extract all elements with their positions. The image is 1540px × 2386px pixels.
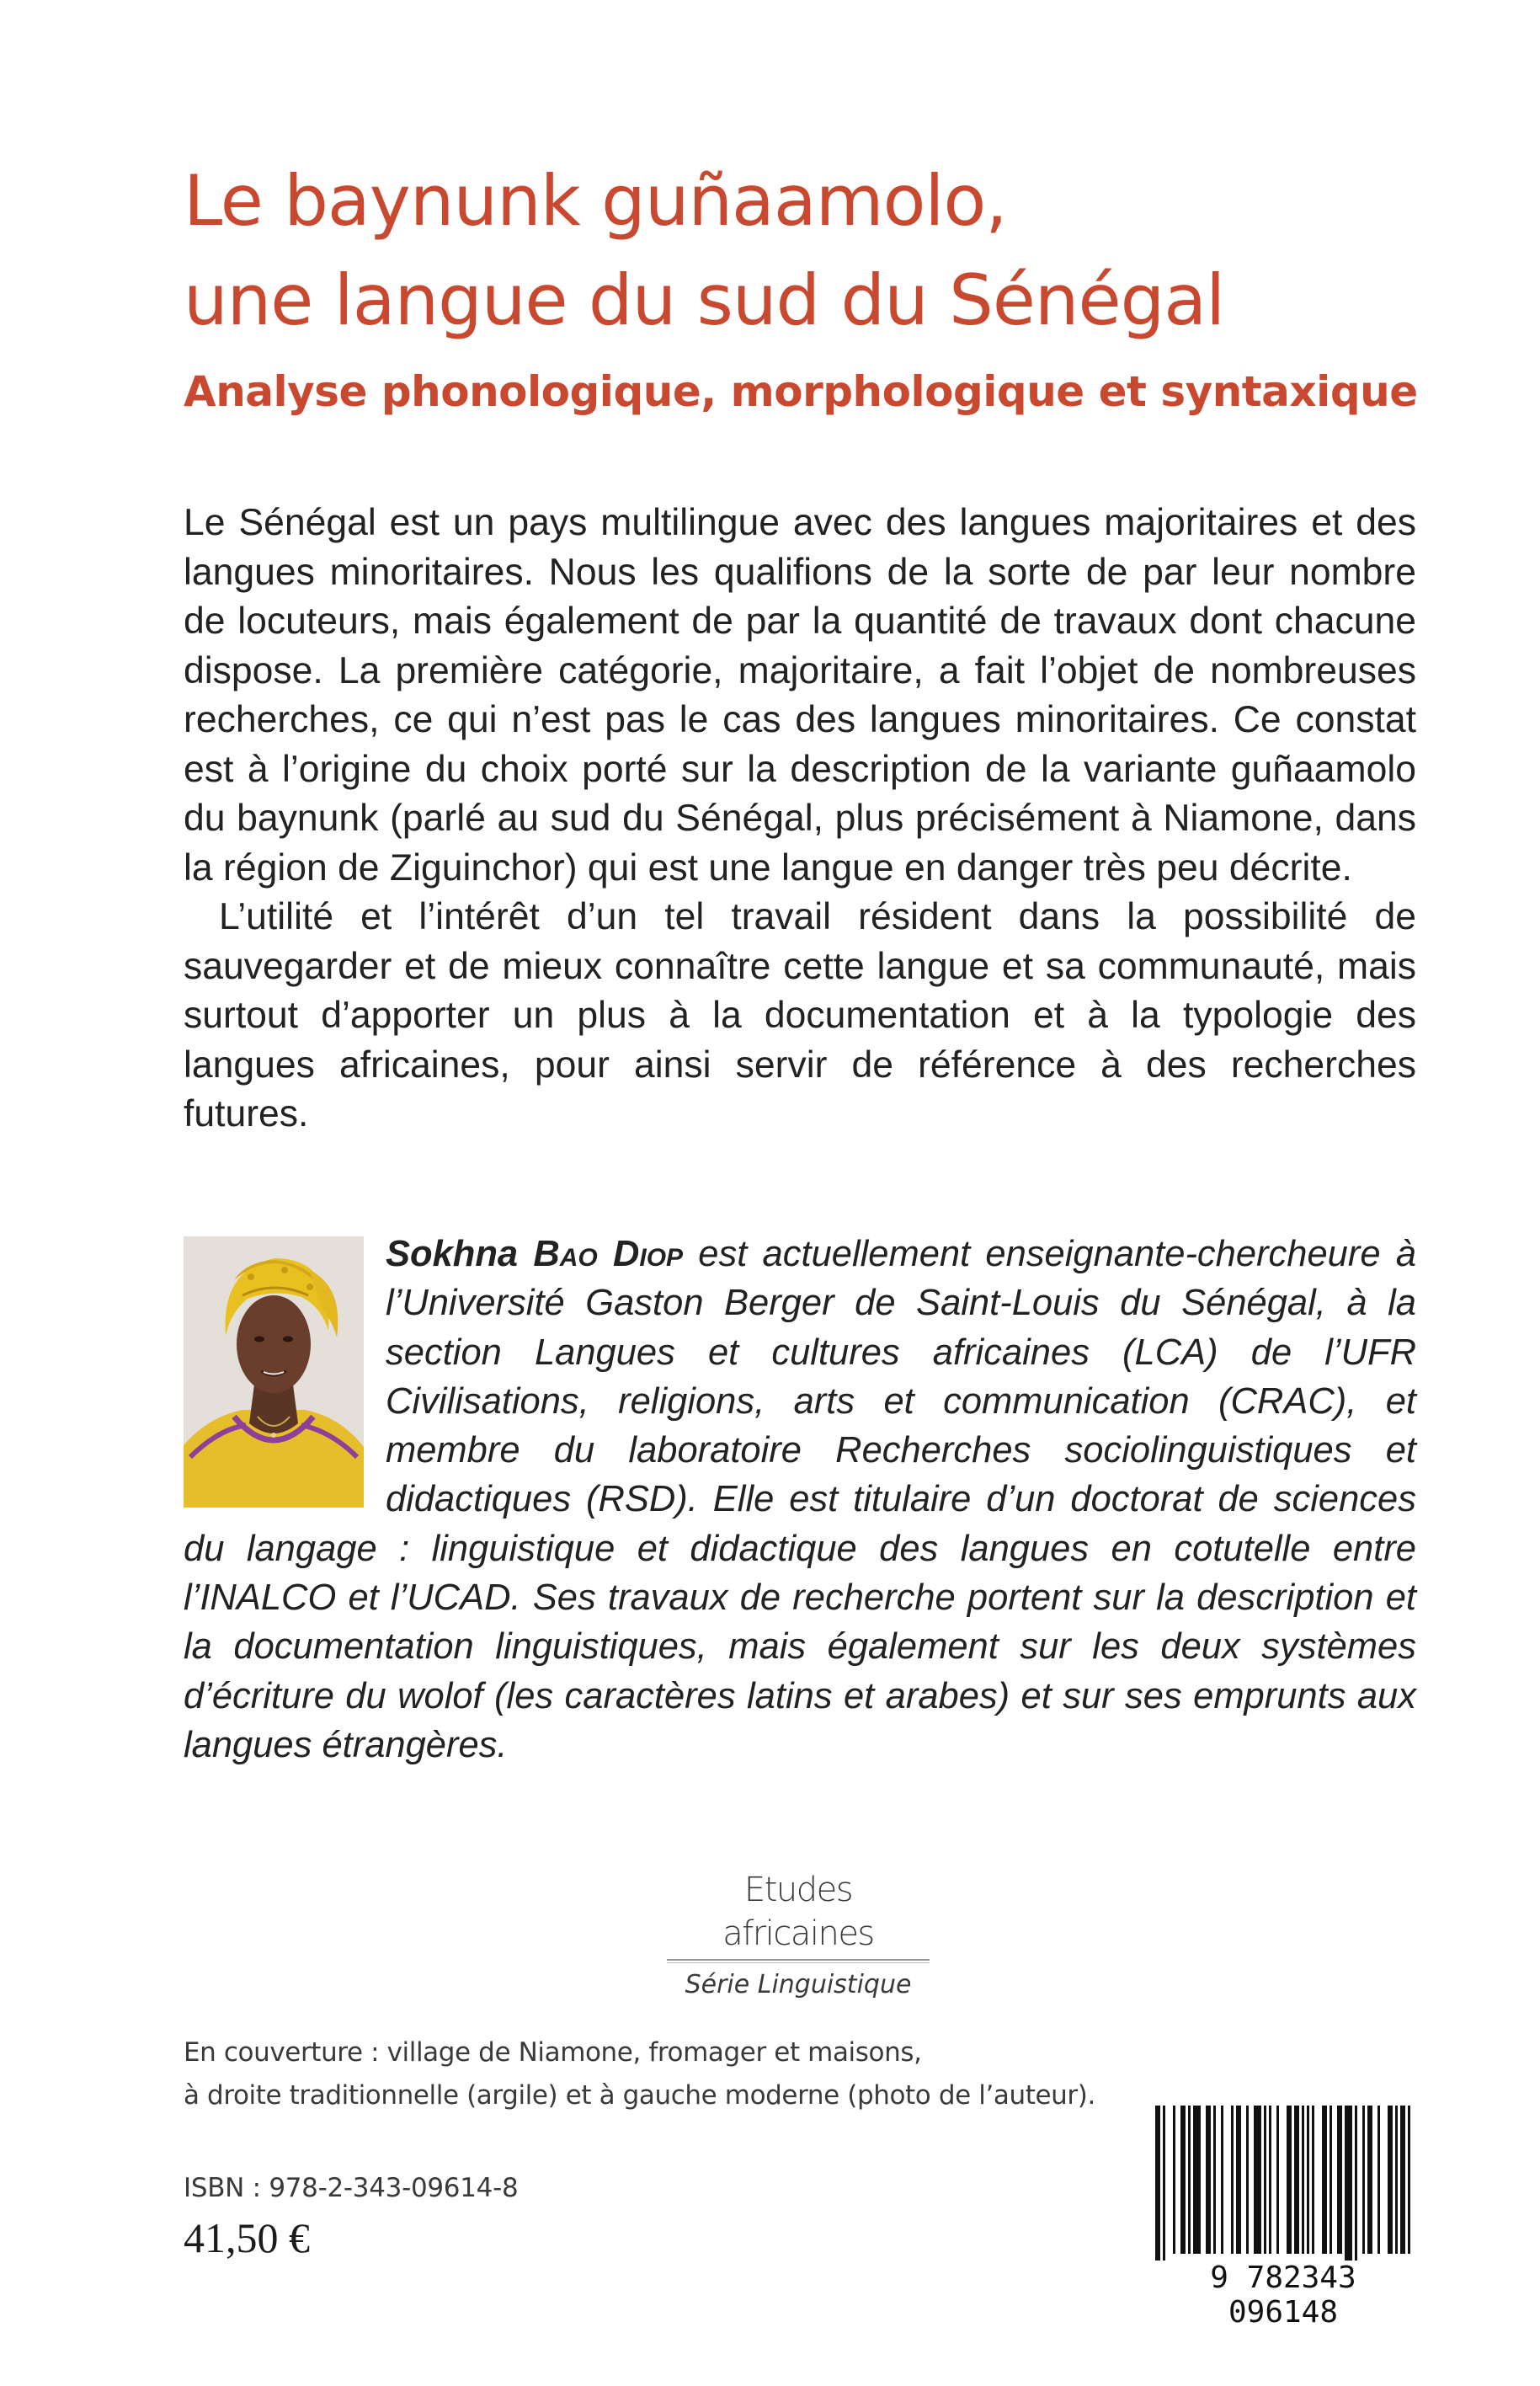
barcode-bar [1355, 2106, 1357, 2261]
book-subtitle: Analyse phonologique, morphologique et syntaxique [184, 367, 1418, 416]
barcode [1148, 2106, 1418, 2330]
barcode-bar [1302, 2106, 1304, 2254]
book-title [184, 152, 1379, 350]
barcode-bar [1322, 2106, 1327, 2254]
sub-series-name: Série Linguistique [685, 1970, 912, 1999]
barcode-bar [1345, 2106, 1352, 2261]
author-bio [184, 1230, 1416, 1769]
barcode-bar [1231, 2106, 1234, 2254]
barcode-bar [1287, 2106, 1292, 2254]
author-first-name: Sokhna [386, 1234, 519, 1274]
cover-credit-line-1: En couverture : village de Niamone, fromager et maisons, [184, 2037, 922, 2068]
barcode-bar [1254, 2106, 1261, 2254]
book-title-line-1: Le baynunk guñaamolo, [184, 160, 1007, 242]
barcode-bar [1173, 2106, 1175, 2254]
isbn: ISBN : 978-2-343-09614-8 [184, 2173, 519, 2203]
barcode-bar [1188, 2106, 1191, 2254]
barcode-bar [1395, 2106, 1398, 2254]
barcode-bar [1388, 2106, 1393, 2254]
barcode-bar [1312, 2106, 1314, 2254]
barcode-bar [1307, 2106, 1309, 2254]
barcode-bar [1362, 2106, 1365, 2254]
barcode-bar [1276, 2106, 1279, 2254]
book-title-line-2: une langue du sud du Sénégal [184, 259, 1225, 341]
author-last-name: Bao Diop [533, 1234, 684, 1274]
series-divider-thin [667, 1962, 930, 1963]
author-bio-text: est actuellement enseignante-chercheure à l’Université Gaston Berger de Saint-Louis du Sénégal, à la section Langues et cultures africaines (LCA) de l’UFR Civilisations, religions, arts et communication (CRAC), et membre du laboratoire Recherches sociolinguistiques et didactiques (RSD). Elle est titulaire d’un doctorat de sciences du langage : linguistique et didactique des langues en cotutelle entre l’INALCO et l’UCAD. Ses travaux de recherche portent sur la description et la documentation linguistiques, mais également sur les deux systèmes d’écriture du wolof (les caractères latins et arabes) et sur ses emprunts aux langues étrangères. [184, 1234, 1416, 1765]
barcode-bar [1294, 2106, 1299, 2254]
collection-name: Etudes africaines [722, 1871, 874, 1953]
summary-text [184, 499, 1416, 1140]
barcode-bar [1269, 2106, 1271, 2254]
barcode-bar [1193, 2106, 1201, 2254]
barcode-bar [1367, 2106, 1372, 2254]
barcode-bar [1408, 2106, 1410, 2254]
barcode-bar [1330, 2106, 1332, 2254]
price: 41,50 € [184, 2214, 310, 2261]
author-photo [184, 1236, 364, 1508]
barcode-bar [1221, 2106, 1223, 2254]
cover-credit [184, 2031, 1095, 2117]
barcode-bar [1155, 2106, 1160, 2261]
barcode-bar [1337, 2106, 1342, 2254]
barcode-bars-icon [1148, 2106, 1418, 2261]
summary-paragraph-2: L’utilité et l’intérêt d’un tel travail résident dans la possibilité de sauvegarder et de mieux connaître cette langue et sa communauté, mais surtout d’apporter un plus à la documentation et à la typologie des langues africaines, pour ainsi servir de référence à des recherches futures. [184, 896, 1416, 1134]
barcode-bar [1163, 2106, 1165, 2261]
series-divider [667, 1959, 930, 1961]
barcode-bar [1264, 2106, 1266, 2254]
barcode-bar [1206, 2106, 1211, 2254]
barcode-bar [1180, 2106, 1186, 2254]
barcode-digits: 9 782343 096148 [1210, 2261, 1356, 2330]
summary-paragraph-1: Le Sénégal est un pays multilingue avec des langues majoritaires et des langues minoritaires. Nous les qualifions de la sorte de par leur nombre de locuteurs, mais également de par la quantité de travaux dont chacune dispose. La première catégorie, majoritaire, a fait l’objet de nombreuses recherches, ce qui n’est pas le cas des langues minoritaires. Ce constat est à l’origine du choix porté sur la description de la variante guñaamolo du baynunk (parlé au sud du Sénégal, plus précisément à Niamone, dans la région de Ziguinchor) qui est une langue en danger très peu décrite. [184, 502, 1416, 889]
barcode-bar [1213, 2106, 1216, 2254]
series-block [667, 1868, 930, 2002]
barcode-bar [1246, 2106, 1249, 2254]
barcode-bar [1400, 2106, 1405, 2254]
barcode-bar [1236, 2106, 1241, 2254]
author-portrait-icon [184, 1236, 364, 1508]
barcode-bar [1377, 2106, 1380, 2254]
cover-credit-line-2: à droite traditionnelle (argile) et à gauche moderne (photo de l’auteur). [184, 2080, 1095, 2111]
